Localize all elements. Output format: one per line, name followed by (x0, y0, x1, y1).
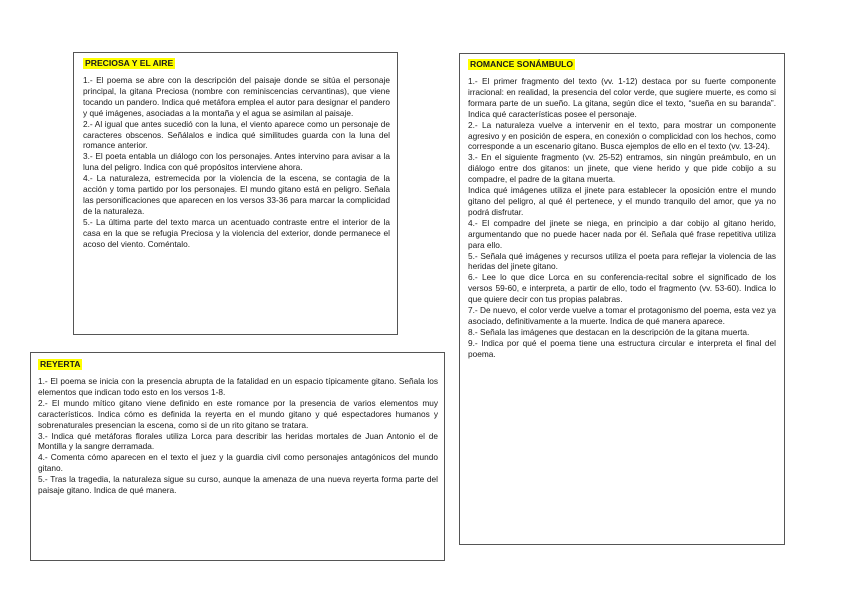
romance-question-7: 7.- De nuevo, el color verde vuelve a tomar el protagonismo del poema, esta vez ya asociado, definitivamente a la muerte. Indica de qué manera aparece. (468, 305, 776, 326)
reyerta-question-3: 3.- Indica qué metáforas florales utiliza Lorca para describir las heridas mortales de Juan Antonio el de Montilla y la sangre derramada. (38, 430, 438, 452)
romance-question-3: 3.- En el siguiente fragmento (vv. 25-52) entramos, sin ningún preámbulo, en un diálogo entre dos gitanos: un jinete, que viene herido y que pide cobijo a su compadre, el padre de la gitana muerta. (468, 152, 776, 185)
reyerta-box (30, 352, 445, 561)
romance-box (459, 53, 785, 545)
romance-question-1: 1.- El primer fragmento del texto (vv. 1-12) destaca por su fuerte componente irracional: en realidad, la presencia del color verde, que sugiere muerte, es como si formara parte de un sueño. La gitana, según dice el texto, “sueña en su baranda”. Indica qué características posee el personaje. (468, 76, 776, 119)
reyerta-question-2: 2.- El mundo mítico gitano viene definido en este romance por la presencia de varios elementos muy característicos. Indica cómo es definida la reyerta en el mundo gitano y qué espectadores humanos y sobrenaturales presencian la escena, como si de un rito gitano se tratara. (38, 397, 438, 430)
romance-question-5: 5.- Señala qué imágenes y recursos utiliza el poeta para reflejar la violencia de las heridas del jinete gitano. (468, 250, 776, 272)
romance-question-9: 9.- Indica por qué el poema tiene una estructura circular e interpreta el final del poema. (468, 337, 776, 359)
reyerta-question-1: 1.- El poema se inicia con la presencia abrupta de la fatalidad en un espacio típicamente gitano. Señala los elementos que indican todo esto en los versos 1-8. (38, 376, 438, 397)
reyerta-question-4: 4.- Comenta cómo aparecen en el texto el juez y la guardia civil como personajes antagónicos del mundo gitano. (38, 452, 438, 474)
romance-question-2: 2.- La naturaleza vuelve a intervenir en el texto, para mostrar un componente agresivo y en posición de espera, en conexión o complicidad con los hechos, como corresponde a un escenario gitano. Busca ejemplos de ello en el texto (vv. 13-24). (468, 119, 776, 152)
preciosa-title: PRECIOSA Y EL AIRE (85, 58, 174, 68)
preciosa-question-5: 5.- La última parte del texto marca un acentuado contraste entre el interior de la casa en la que se refugia Preciosa y la violencia del exterior, donde permanece el acoso del viento. Coméntalo. (83, 216, 390, 249)
romance-question-6: 6.- Lee lo que dice Lorca en su conferencia-recital sobre el significado de los versos 59-60, e interpreta, a partir de ello, todo el fragmento (vv. 53-60). Indica lo que quiere decir con tus propias palabras. (468, 272, 776, 305)
preciosa-question-2: 2.- Al igual que antes sucedió con la luna, el viento aparece como un personaje de caracteres obscenos. Señálalos e indica qué similitudes guarda con la luna del romance anterior. (83, 118, 390, 151)
preciosa-question-4: 4.- La naturaleza, estremecida por la violencia de la escena, se contagia de la acción y toma partido por los personajes. El mundo gitano está en peligro. Señala las personificaciones que aparecen en los versos 33-36 para marcar la complicidad de la naturaleza. (83, 173, 390, 216)
reyerta-question-5: 5.- Tras la tragedia, la naturaleza sigue su curso, aunque la amenaza de una nueva reyerta forma parte del paisaje gitano. Indica de qué manera. (38, 474, 438, 496)
romance-question-8: 8.- Señala las imágenes que destacan en la descripción de la gitana muerta. (468, 326, 750, 337)
preciosa-question-1: 1.- El poema se abre con la descripción del paisaje donde se sitúa el personaje principal, la gitana Preciosa (nombre con reminiscencias cervantinas), que viene tocando un pandero. Indica qué metáfora emplea el autor para designar el pandero y qué imágenes, asociadas a la montaña y el agua se asimilan al paisaje. (83, 75, 390, 118)
romance-question-3-continued: Indica qué imágenes utiliza el jinete para establecer la oposición entre el mundo gitano del peligro, al qué él pertenece, y el mundo tranquilo del amor, que ya no podrá disfrutar. (468, 185, 776, 217)
reyerta-title: REYERTA (40, 359, 81, 369)
romance-question-4: 4.- El compadre del jinete se niega, en principio a dar cobijo al gitano herido, argumentando que no puede hacer nada por él. Señala qué frase repetitiva utiliza para ello. (468, 217, 776, 250)
preciosa-question-3: 3.- El poeta entabla un diálogo con los personajes. Antes intervino para avisar a la luna del peligro. Indica con qué propósitos interviene ahora. (83, 151, 390, 173)
preciosa-box (73, 52, 398, 335)
romance-title: ROMANCE SONÁMBULO (470, 59, 574, 69)
